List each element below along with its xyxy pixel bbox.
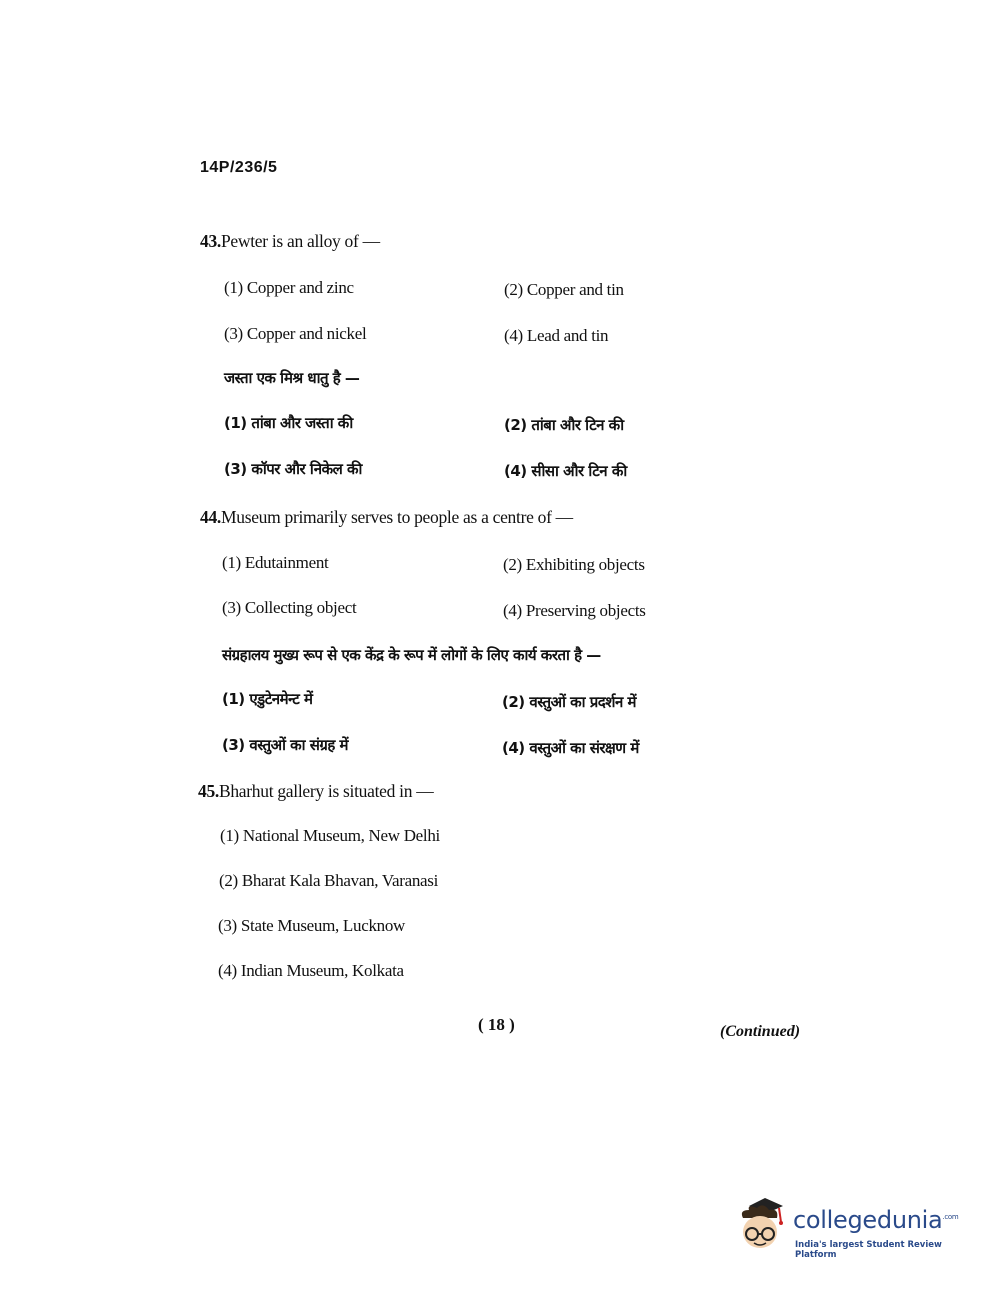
question-text: Museum primarily serves to people as a centre of — [220, 507, 573, 527]
logo-wordmark [793, 1206, 958, 1234]
q44-hindi-option-1: (1) एडुटेनमेन्ट में [222, 690, 313, 708]
logo-suffix: .com [942, 1213, 959, 1221]
q44-hindi-option-4: (4) वस्तुओं का संरक्षण में [502, 739, 639, 757]
mascot-icon [735, 1196, 793, 1260]
page-number: ( 18 ) [478, 1015, 515, 1034]
q43-hindi-text: जस्ता एक मिश्र धातु है — [224, 369, 360, 387]
q44-hindi-option-2: (2) वस्तुओं का प्रदर्शन में [502, 693, 636, 711]
question-number: 45. [198, 781, 219, 801]
question-text: Bharhut gallery is situated in — [218, 781, 434, 801]
paper-code: 14P/236/5 [200, 159, 278, 176]
question-number: 44. [200, 507, 221, 527]
q45-option-4: (4) Indian Museum, Kolkata [218, 961, 404, 980]
q44-option-4: (4) Preserving objects [503, 601, 646, 620]
q43-option-4: (4) Lead and tin [504, 326, 609, 345]
q43-option-3: (3) Copper and nickel [224, 324, 367, 343]
logo-tagline: India's largest Student Review Platform [795, 1240, 942, 1260]
q44-option-1: (1) Edutainment [222, 553, 329, 572]
q43-hindi-option-3: (3) कॉपर और निकेल की [224, 460, 362, 478]
q44-hindi-option-3: (3) वस्तुओं का संग्रह में [222, 736, 349, 754]
question-45 [198, 781, 433, 802]
question-43 [200, 231, 380, 252]
q44-option-2: (2) Exhibiting objects [503, 555, 645, 574]
collegedunia-logo [735, 1196, 965, 1260]
question-44 [200, 507, 573, 528]
continued-label: (Continued) [720, 1023, 801, 1040]
question-number: 43. [200, 231, 221, 251]
q44-hindi-text: संग्रहालय मुख्य रूप से एक केंद्र के रूप में लोगों के लिए कार्य करता है — [222, 646, 601, 664]
q45-option-3: (3) State Museum, Lucknow [218, 916, 406, 935]
q45-option-1: (1) National Museum, New Delhi [220, 826, 440, 845]
q43-hindi-option-1: (1) तांबा और जस्ता की [224, 414, 353, 432]
q43-option-1: (1) Copper and zinc [224, 278, 354, 297]
q43-option-2: (2) Copper and tin [504, 280, 624, 299]
q43-hindi-option-2: (2) तांबा और टिन की [504, 416, 624, 434]
q45-option-2: (2) Bharat Kala Bhavan, Varanasi [219, 871, 439, 890]
question-text: Pewter is an alloy of — [220, 231, 380, 251]
q44-option-3: (3) Collecting object [222, 598, 357, 617]
logo-brand: collegedunia [793, 1206, 943, 1234]
q43-hindi-option-4: (4) सीसा और टिन की [504, 462, 627, 480]
